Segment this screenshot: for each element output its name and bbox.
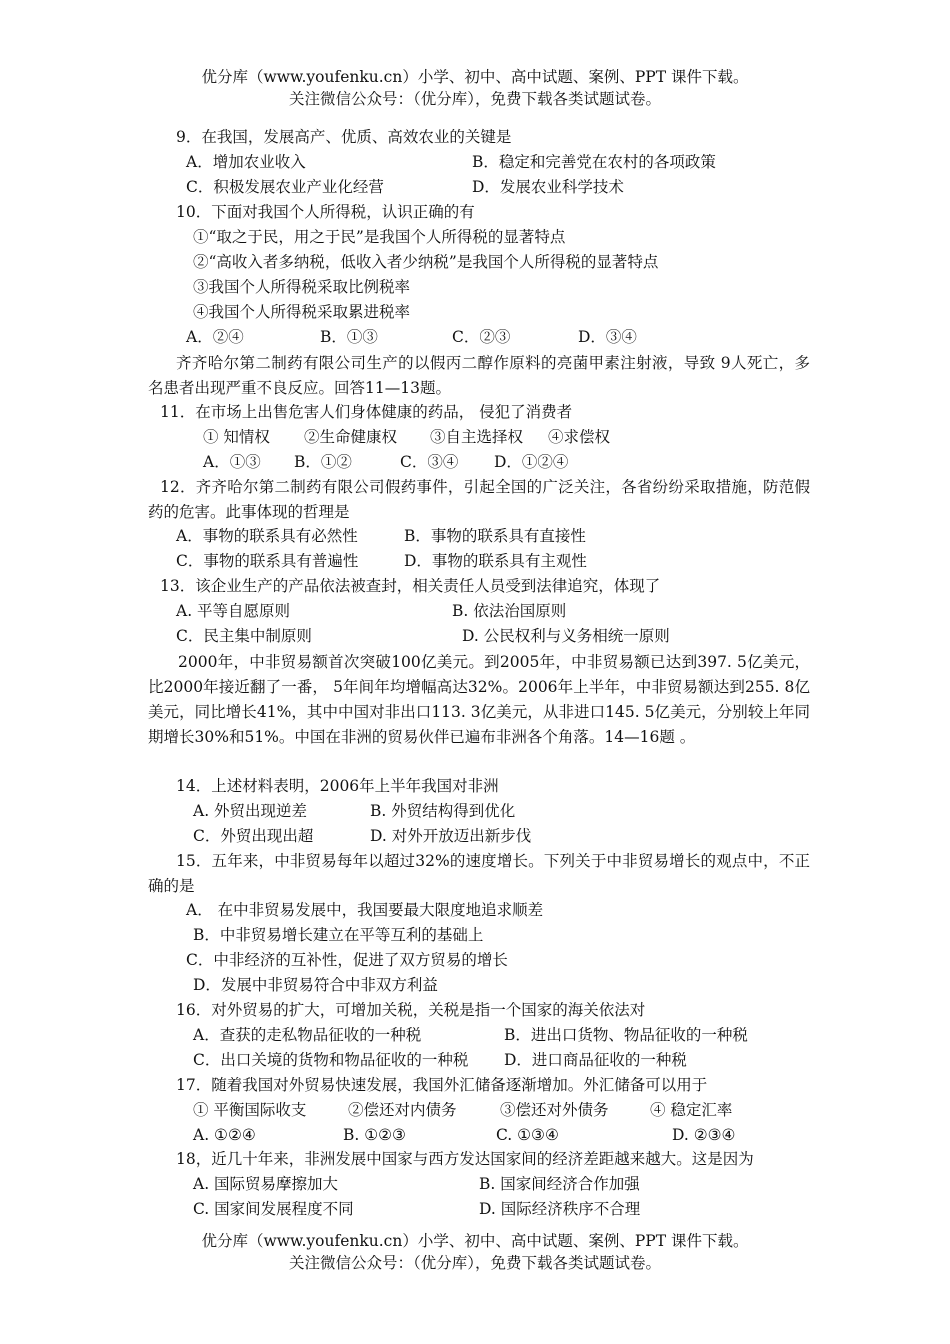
q13-option-d: D. 公民权利与义务相统一原则 bbox=[462, 627, 670, 645]
q11-statement-1: ① 知情权 bbox=[203, 428, 270, 446]
header-line-2: 关注微信公众号：（优分库），免费下载各类试题试卷。 bbox=[288, 90, 661, 108]
q14-option-d: D. 对外开放迈出新步伐 bbox=[370, 827, 532, 845]
q12-stem: 12．齐齐哈尔第二制药有限公司假药事件，引起全国的广泛关注，各省纷纷采取措施，防范假药的危害。此事体现的哲理是 bbox=[148, 478, 810, 521]
q13-stem: 13．该企业生产的产品依法被查封，相关责任人员受到法律追究，体现了 bbox=[160, 577, 661, 595]
q16-option-d: D．进口商品征收的一种税 bbox=[504, 1051, 687, 1069]
q10-option-d: D．③④ bbox=[578, 328, 637, 346]
q14-option-a: A. 外贸出现逆差 bbox=[193, 802, 308, 820]
q9-option-c: C．积极发展农业产业化经营 bbox=[186, 178, 384, 196]
q10-option-a: A．②④ bbox=[186, 328, 244, 346]
q11-option-d: D．①②④ bbox=[494, 453, 569, 471]
footer-line-2: 关注微信公众号：（优分库），免费下载各类试题试卷。 bbox=[288, 1254, 661, 1272]
q10-option-c: C．②③ bbox=[452, 328, 511, 346]
footer-line-1: 优分库（www.youfenku.cn）小学、初中、高中试题、案例、PPT 课件下载。 bbox=[201, 1232, 749, 1250]
q16-option-b: B．进出口货物、物品征收的一种税 bbox=[504, 1026, 748, 1044]
q11-statement-4: ④求偿权 bbox=[548, 428, 611, 446]
q15-option-b: B．中非贸易增长建立在平等互利的基础上 bbox=[193, 926, 484, 944]
q15-option-c: C．中非经济的互补性，促进了双方贸易的增长 bbox=[186, 951, 508, 969]
q11-option-a: A．①③ bbox=[203, 453, 261, 471]
q9-option-a: A．增加农业收入 bbox=[186, 153, 306, 171]
q16-option-c: C．出口关境的货物和物品征收的一种税 bbox=[193, 1051, 469, 1069]
q14-option-b: B. 外贸结构得到优化 bbox=[370, 802, 516, 820]
q12-option-d: D．事物的联系具有主观性 bbox=[404, 552, 587, 570]
q17-statement-4: ④ 稳定汇率 bbox=[650, 1101, 733, 1119]
q15-option-a: A． 在中非贸易发展中，我国要最大限度地追求顺差 bbox=[186, 901, 544, 919]
q17-option-b: B. ①②③ bbox=[343, 1126, 406, 1144]
q18-option-d: D. 国际经济秩序不合理 bbox=[479, 1200, 641, 1218]
q11-statement-2: ②生命健康权 bbox=[304, 428, 398, 446]
q17-option-d: D. ②③④ bbox=[672, 1126, 736, 1144]
q17-option-c: C. ①③④ bbox=[496, 1126, 559, 1144]
q17-statement-1: ① 平衡国际收支 bbox=[193, 1101, 307, 1119]
q10-statement-1: ①“取之于民，用之于民”是我国个人所得税的显著特点 bbox=[193, 228, 566, 246]
q18-option-b: B. 国家间经济合作加强 bbox=[479, 1175, 640, 1193]
q18-option-a: A. 国际贸易摩擦加大 bbox=[193, 1175, 339, 1193]
header-line-1: 优分库（www.youfenku.cn）小学、初中、高中试题、案例、PPT 课件下载。 bbox=[201, 68, 749, 86]
q15-option-d: D．发展中非贸易符合中非双方利益 bbox=[193, 976, 438, 994]
q10-statement-4: ④我国个人所得税采取累进税率 bbox=[193, 303, 411, 321]
material-paragraph-1: 齐齐哈尔第二制药有限公司生产的以假丙二醇作原料的亮菌甲素注射液，导致 9人死亡，多名患者出现严重不良反应。回答11—13题。 bbox=[148, 354, 810, 397]
q16-option-a: A．查获的走私物品征收的一种税 bbox=[193, 1026, 422, 1044]
material-paragraph-2: 2000年，中非贸易额首次突破100亿美元。到2005年，中非贸易额已达到397. 5亿美元，比2000年接近翻了一番， 5年间年均增幅高达32%。2006年上半年，中非贸易额达到255. 8亿美元，同比增长41%，其中中国对非出口113. 3亿美元，从非进口145. 5亿美元，分别较上年同期增长30%和51%。中国在非洲的贸易伙伴已遍布非洲各个角落。14—16题 。 bbox=[148, 653, 810, 746]
q10-stem: 10．下面对我国个人所得税，认识正确的有 bbox=[176, 203, 475, 221]
q13-option-c: C．民主集中制原则 bbox=[176, 627, 312, 645]
q12-option-a: A．事物的联系具有必然性 bbox=[176, 527, 358, 545]
q12-option-b: B．事物的联系具有直接性 bbox=[404, 527, 586, 545]
q13-option-b: B. 依法治国原则 bbox=[452, 602, 567, 620]
q11-stem: 11．在市场上出售危害人们身体健康的药品， 侵犯了消费者 bbox=[160, 403, 573, 421]
q17-stem: 17．随着我国对外贸易快速发展，我国外汇储备逐渐增加。外汇储备可以用于 bbox=[176, 1076, 708, 1094]
q9-stem: 9．在我国，发展高产、优质、高效农业的关键是 bbox=[176, 128, 512, 146]
q13-option-a: A. 平等自愿原则 bbox=[176, 602, 291, 620]
q9-option-b: B．稳定和完善党在农村的各项政策 bbox=[472, 153, 716, 171]
q14-stem: 14．上述材料表明，2006年上半年我国对非洲 bbox=[176, 777, 499, 795]
q18-option-c: C. 国家间发展程度不同 bbox=[193, 1200, 354, 1218]
q11-option-b: B．①② bbox=[294, 453, 352, 471]
q10-statement-3: ③我国个人所得税采取比例税率 bbox=[193, 278, 411, 296]
q11-option-c: C．③④ bbox=[400, 453, 459, 471]
q12-option-c: C．事物的联系具有普遍性 bbox=[176, 552, 359, 570]
q10-statement-2: ②“高收入者多纳税，低收入者少纳税”是我国个人所得税的显著特点 bbox=[193, 253, 659, 271]
q17-statement-2: ②偿还对内债务 bbox=[348, 1101, 457, 1119]
q14-option-c: C．外贸出现出超 bbox=[193, 827, 314, 845]
q10-option-b: B．①③ bbox=[320, 328, 378, 346]
q16-stem: 16．对外贸易的扩大，可增加关税，关税是指一个国家的海关依法对 bbox=[176, 1001, 646, 1019]
q15-stem: 15．五年来，中非贸易每年以超过32%的速度增长。下列关于中非贸易增长的观点中，不正确的是 bbox=[148, 852, 810, 895]
q11-statement-3: ③自主选择权 bbox=[430, 428, 524, 446]
q18-stem: 18，近几十年来，非洲发展中国家与西方发达国家间的经济差距越来越大。这是因为 bbox=[176, 1150, 754, 1168]
q17-statement-3: ③偿还对外债务 bbox=[500, 1101, 609, 1119]
q17-option-a: A. ①②④ bbox=[193, 1126, 256, 1144]
q9-option-d: D．发展农业科学技术 bbox=[472, 178, 624, 196]
